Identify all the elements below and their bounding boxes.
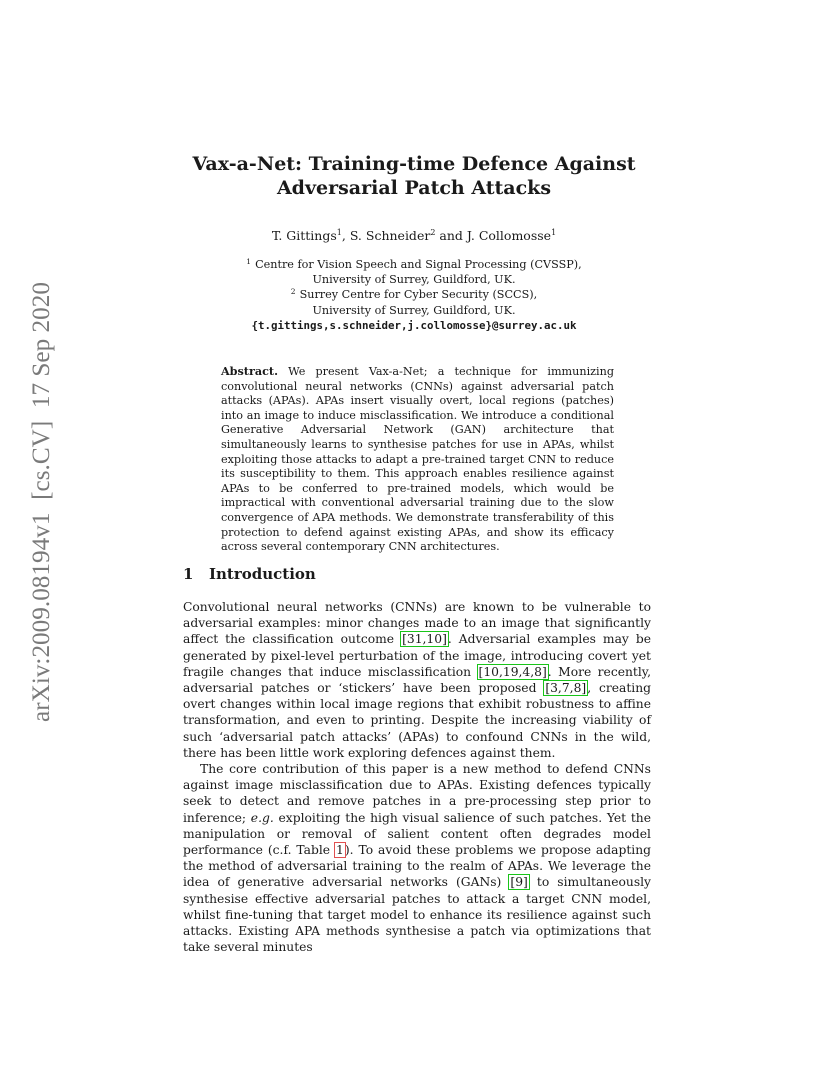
title-line-2: Adversarial Patch Attacks <box>276 177 552 199</box>
author-email: {t.gittings,s.schneider,j.collomosse}@surrey.ac.uk <box>251 318 577 332</box>
affiliation-mark: 1 <box>246 257 252 266</box>
abstract-label: Abstract. <box>221 364 278 378</box>
affiliation-mark: 2 <box>290 287 296 297</box>
text-run: exploiting the high visual salience of such patches. Yet the manipulation or removal of salient content often degrades model performance (c.f. Table <box>183 810 651 858</box>
abstract <box>221 364 614 555</box>
author-name: J. Collomosse <box>466 228 552 243</box>
author-affil-mark: 1 <box>551 228 557 237</box>
title-line-1: Vax-a-Net: Training-time Defence Against <box>192 153 636 175</box>
text-run: The core contribution of this paper is a new method to defend CNNs against image misclassification due to APAs. Existing defences typically seek to detect and remove patches in a pre-processing step prior to inference; <box>183 762 651 825</box>
abstract-text: We present Vax-a-Net; a technique for immunizing convolutional neural networks (CNNs) against adversarial patch attacks (APAs). APAs insert visually overt, local regions (patches) into an image to induce misclassification. We introduce a conditional Generative Adversarial Network (GAN) architecture that simultaneously learns to synthesise patches for use in APAs, whilst exploiting those attacks to adapt a pre-trained target CNN to reduce its susceptibility to them. This approach enables resilience against APAs to be conferred to pre-trained models, which would be impractical with conventional adversarial training due to the slow convergence of APA methods. We demonstrate transferability of this protection to defend against existing APAs, and show its efficacy across several contemporary CNN architectures. <box>221 365 614 554</box>
author-list <box>160 228 668 244</box>
affiliation-2-line-2: University of Surrey, Guildford, UK. <box>312 303 516 317</box>
text-run-italic: e.g. <box>250 810 274 825</box>
text-run: , creating overt changes within local image regions that exhibit robustness to affine transformation, and even to printing. Despite the increasing viability of such ‘adversarial patch attacks’ (APAs) to confound CNNs in the wild, there has been little work exploring defences against them. <box>183 681 651 760</box>
text-run: . Adversarial examples may be generated by pixel-level perturbation of the image, introducing covert yet fragile changes that induce misclassification <box>183 632 651 679</box>
text-run: ). To avoid these problems we propose adapting the method of adversarial training to the realm of APAs. We leverage the idea of generative adversarial networks (GANs) <box>183 843 651 890</box>
text-run: Convolutional neural networks (CNNs) are known to be vulnerable to adversarial examples: minor changes made to an image that significantly affect the classification outcome <box>183 600 651 647</box>
affiliation-1-line-2: University of Surrey, Guildford, UK. <box>312 273 516 287</box>
citation-link[interactable]: [9] <box>510 875 528 890</box>
author-separator: , <box>341 228 350 243</box>
section-number: 1 <box>183 565 194 583</box>
author-affil-mark: 1 <box>336 228 342 237</box>
arxiv-identifier-stamp <box>20 270 60 730</box>
citation-link[interactable]: [3,7,8] <box>545 681 587 696</box>
section-title: Introduction <box>209 565 316 583</box>
author-name: T. Gittings <box>271 228 337 243</box>
affiliation-2-line-1 <box>160 287 668 302</box>
introduction-body <box>183 599 651 955</box>
paper-title <box>160 152 668 200</box>
author-affil-mark: 2 <box>430 228 436 237</box>
arxiv-id-text: arXiv:2009.08194v1 [cs.CV] 17 Sep 2020 <box>28 285 55 722</box>
citation-link[interactable]: [10,19,4,8] <box>478 664 547 679</box>
text-run: . More recently, adversarial patches or ‘stickers’ have been proposed <box>183 664 651 696</box>
paragraph <box>183 599 651 761</box>
affiliation-name: Centre for Vision Speech and Signal Processing (CVSSP), <box>255 258 582 271</box>
section-heading <box>183 565 316 583</box>
affiliations <box>160 257 668 333</box>
affiliation-name: Surrey Centre for Cyber Security (SCCS), <box>299 288 538 302</box>
table-reference-link[interactable]: 1 <box>336 843 344 858</box>
author-name: S. Schneider <box>349 228 431 243</box>
text-run: to simultaneously synthesise effective adversarial patches to attack a target CNN model, whilst fine-tuning that target model to enhance its resilience against such attacks. Existing APA methods synthesise a patch via optimizations that take several minutes <box>183 875 652 955</box>
paragraph <box>183 761 651 955</box>
affiliation-1-line-1 <box>160 257 668 272</box>
author-separator: and <box>435 228 467 243</box>
citation-link[interactable]: [31,10] <box>402 632 447 647</box>
